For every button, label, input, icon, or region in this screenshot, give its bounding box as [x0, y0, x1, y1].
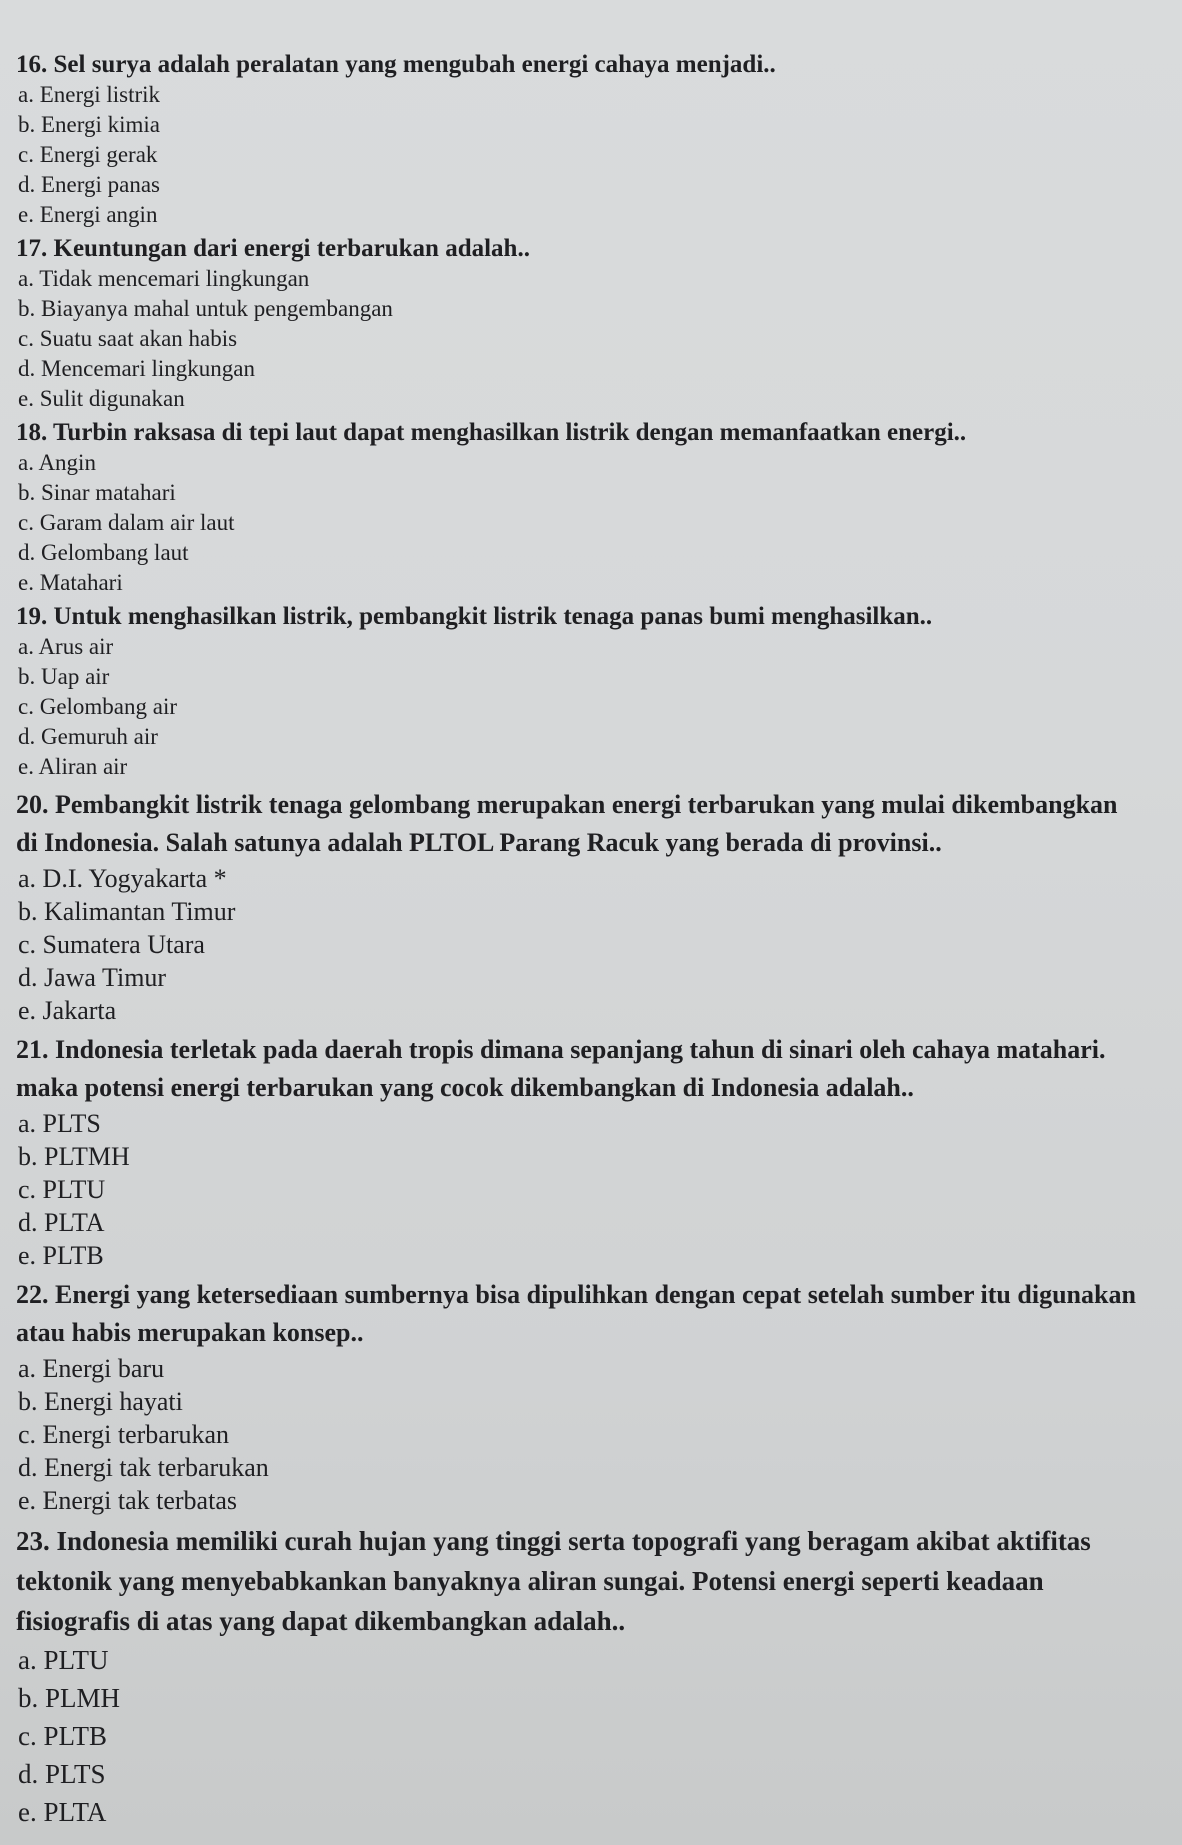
options-list — [16, 1352, 1136, 1517]
option-a[interactable]: a. Tidak mencemari lingkungan — [18, 266, 310, 291]
option-d[interactable]: d. Gelombang laut — [18, 540, 189, 565]
options-list — [16, 264, 1136, 414]
option-c[interactable]: c. Suatu saat akan habis — [18, 326, 238, 351]
question-text: 17. Keuntungan dari energi terbarukan adalah.. — [16, 235, 530, 262]
option-b[interactable]: b. Uap air — [18, 664, 110, 689]
option-e[interactable]: e. Energi angin — [18, 202, 158, 227]
option-c[interactable]: c. Garam dalam air laut — [18, 510, 235, 535]
question-23 — [16, 1517, 1136, 1831]
option-c[interactable]: c. Gelombang air — [18, 694, 178, 719]
option-e[interactable]: e. PLTA — [18, 1797, 107, 1827]
question-19 — [16, 598, 1136, 782]
question-text: 18. Turbin raksasa di tepi laut dapat menghasilkan listrik dengan memanfaatkan energi.. — [16, 419, 967, 446]
question-text: 19. Untuk menghasilkan listrik, pembangkit listrik tenaga panas bumi menghasilkan.. — [16, 603, 933, 630]
options-list — [16, 1107, 1136, 1272]
worksheet-page — [16, 46, 1136, 1831]
option-b[interactable]: b. PLMH — [18, 1683, 121, 1713]
option-b[interactable]: b. Biayanya mahal untuk pengembangan — [18, 296, 393, 321]
option-a[interactable]: a. PLTS — [18, 1109, 101, 1138]
option-e[interactable]: e. Matahari — [18, 570, 123, 595]
question-text: 20. Pembangkit listrik tenaga gelombang merupakan energi terbarukan yang mulai dikembangkan di Indonesia. Salah satunya adalah PLTOL Parang Racuk yang berada di provinsi.. — [16, 790, 1118, 857]
question-16 — [16, 46, 1136, 230]
option-d[interactable]: d. Mencemari lingkungan — [18, 356, 255, 381]
question-text: 23. Indonesia memiliki curah hujan yang tinggi serta topografi yang beragam akibat aktifitas tektonik yang menyebabkankan banyaknya aliran sungai. Potensi energi seperti keadaan fisiografis di atas yang dapat dikembangkan adalah.. — [16, 1526, 1091, 1636]
option-d[interactable]: d. Energi tak terbarukan — [18, 1453, 269, 1482]
options-list — [16, 448, 1136, 598]
option-d[interactable]: d. Jawa Timur — [18, 963, 167, 992]
option-a[interactable]: a. PLTU — [18, 1645, 109, 1675]
option-c[interactable]: c. Sumatera Utara — [18, 930, 205, 959]
option-e[interactable]: e. Jakarta — [18, 996, 117, 1025]
question-22 — [16, 1272, 1136, 1517]
option-e[interactable]: e. PLTB — [18, 1241, 104, 1270]
option-a[interactable]: a. D.I. Yogyakarta * — [18, 864, 227, 893]
question-text: 22. Energi yang ketersediaan sumbernya bisa dipulihkan dengan cepat setelah sumber itu digunakan atau habis merupakan konsep.. — [16, 1280, 1136, 1347]
option-d[interactable]: d. PLTA — [18, 1208, 105, 1237]
option-e[interactable]: e. Energi tak terbatas — [18, 1486, 237, 1515]
question-text: 16. Sel surya adalah peralatan yang mengubah energi cahaya menjadi.. — [16, 51, 776, 78]
question-20 — [16, 782, 1136, 1027]
question-18 — [16, 414, 1136, 598]
option-d[interactable]: d. Energi panas — [18, 172, 161, 197]
option-d[interactable]: d. Gemuruh air — [18, 724, 158, 749]
options-list — [16, 1641, 1136, 1831]
option-c[interactable]: c. Energi terbarukan — [18, 1420, 230, 1449]
options-list — [16, 862, 1136, 1027]
option-b[interactable]: b. Kalimantan Timur — [18, 897, 236, 926]
options-list — [16, 632, 1136, 782]
option-b[interactable]: b. PLTMH — [18, 1142, 130, 1171]
option-d[interactable]: d. PLTS — [18, 1759, 106, 1789]
option-b[interactable]: b. Energi kimia — [18, 112, 161, 137]
question-text: 21. Indonesia terletak pada daerah tropis dimana sepanjang tahun di sinari oleh cahaya matahari. maka potensi energi terbarukan yang cocok dikembangkan di Indonesia adalah.. — [16, 1035, 1106, 1102]
option-b[interactable]: b. Energi hayati — [18, 1387, 183, 1416]
option-e[interactable]: e. Sulit digunakan — [18, 386, 185, 411]
option-a[interactable]: a. Arus air — [18, 634, 114, 659]
option-a[interactable]: a. Energi baru — [18, 1354, 165, 1383]
option-e[interactable]: e. Aliran air — [18, 754, 128, 779]
option-c[interactable]: c. PLTU — [18, 1175, 106, 1204]
option-a[interactable]: a. Angin — [18, 450, 96, 475]
question-17 — [16, 230, 1136, 414]
option-c[interactable]: c. PLTB — [18, 1721, 108, 1751]
option-b[interactable]: b. Sinar matahari — [18, 480, 176, 505]
option-c[interactable]: c. Energi gerak — [18, 142, 158, 167]
question-21 — [16, 1027, 1136, 1272]
options-list — [16, 80, 1136, 230]
option-a[interactable]: a. Energi listrik — [18, 82, 161, 107]
